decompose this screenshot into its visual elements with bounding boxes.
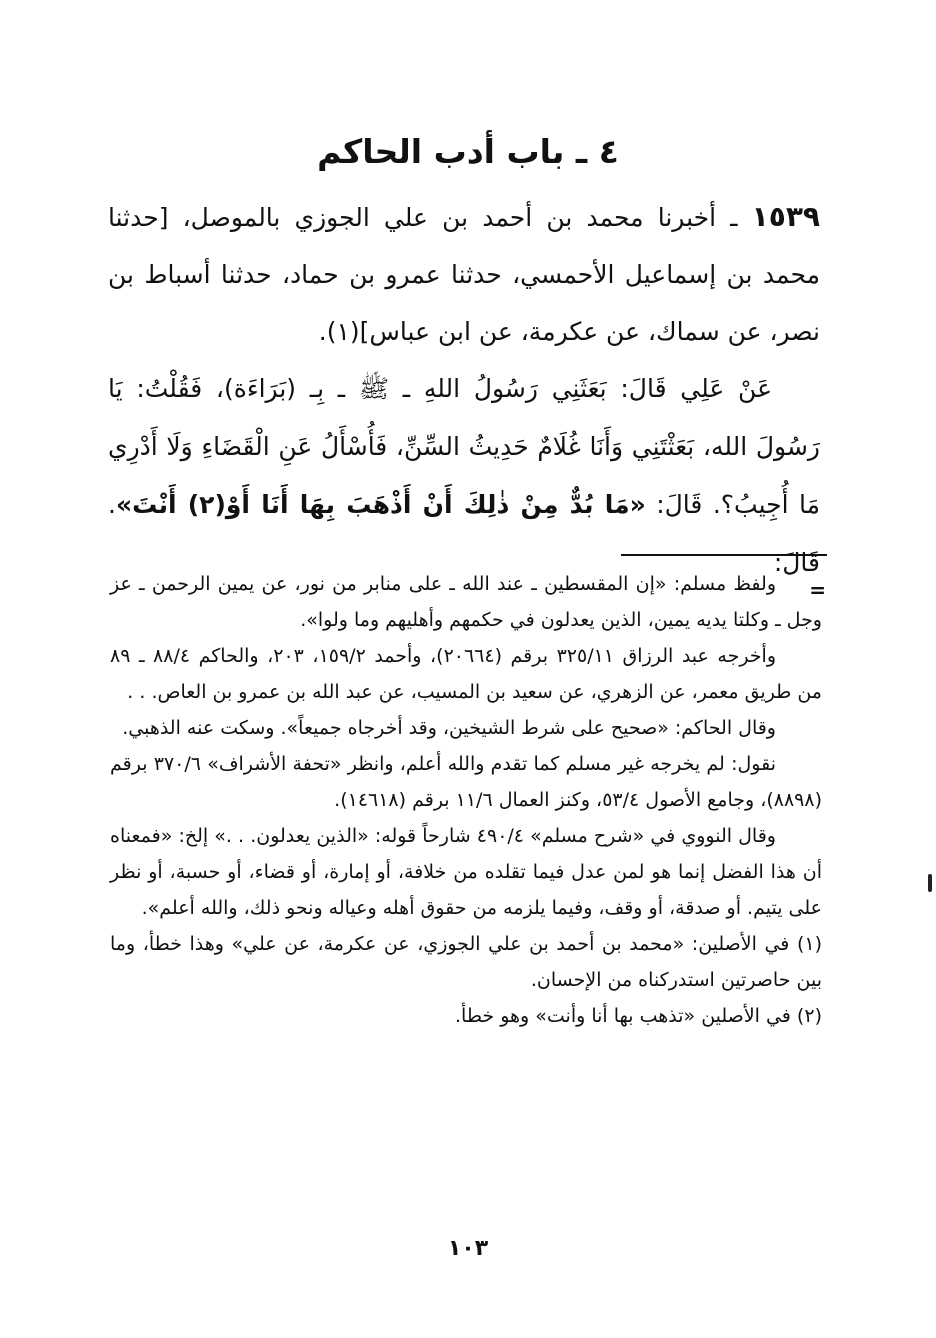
footnote-paragraph: نقول: لم يخرجه غير مسلم كما تقدم والله أعلم، وانظر «تحفة الأشراف» ٣٧٠/٦ برقم (٨٨٩٨)، وجامع الأصول ٥٣/٤، وكنز العمال ١١/٦ برقم (١٤٦١٨). <box>110 753 822 811</box>
hadith-matn <box>108 360 820 592</box>
prophet-quote: «مَا بُدٌّ مِنْ ذٰلِكَ أَنْ أَذْهَبَ بِهَا أَنَا أَوْ(٢) أَنْتَ» <box>115 490 646 519</box>
hadith-number: ١٥٣٩ <box>751 200 820 233</box>
footnote-paragraph: وقال النووي في «شرح مسلم» ٤٩٠/٤ شارحاً قوله: «الذين يعدلون. . .» إلخ: «فمعناه أن هذا الفضل إنما هو لمن عدل فيما تقلده من خلافة، أو إمارة، أو قضاء، أو حسبة، أو نظر على يتيم. أو صدقة، أو وقف، وفيما يلزمه من حقوق أهله وعياله ونحو ذلك، والله أعلم». <box>110 825 822 919</box>
page-number: ١٠٣ <box>447 1236 489 1261</box>
matn-text-end: . قَالَ: <box>108 490 820 577</box>
footnote-separator <box>621 554 827 556</box>
continuation-mark: = <box>809 578 826 602</box>
isnad-text: ـ أخبرنا محمد بن أحمد بن علي الجوزي بالموصل، [حدثنا محمد بن إسماعيل الأحمسي، حدثنا عمرو بن حماد، حدثنا أسباط بن نصر، عن سماك، عن عكرمة، عن ابن عباس](١). <box>108 203 820 346</box>
footnote-note-2: (٢) في الأصلين «تذهب بها أنا وأنت» وهو خطأ. <box>455 1005 822 1027</box>
footnote-note-1: (١) في الأصلين: «محمد بن أحمد بن علي الجوزي، عن عكرمة، عن علي» وهذا خطأ، وما بين حاصرتين استدركناه من الإحسان. <box>110 933 822 991</box>
footnotes-section <box>110 566 826 1034</box>
chapter-title: ٤ ـ باب أدب الحاكم <box>317 132 619 171</box>
matn-text: عَنْ عَلِي قَالَ: بَعَثَنِي رَسُولُ اللهِ ـ ﷺ ـ بِـ (بَرَاءَة)، فَقُلْتُ: يَا رَسُولَ الله، بَعَثْتَنِي وَأَنَا غُلَامٌ حَدِيثُ السِّنِّ، فَأُسْأَلُ عَنِ الْقَضَاءِ وَلَا أَدْرِي مَا أُجِيبُ؟. قَالَ: <box>108 374 820 519</box>
footnote-paragraph: وأخرجه عبد الرزاق ٣٢٥/١١ برقم (٢٠٦٦٤)، وأحمد ١٥٩/٢، ٢٠٣، والحاكم ٨٨/٤ ـ ٨٩ من طريق معمر، عن الزهري، عن سعيد بن المسيب، عن عبد الله بن عمرو بن العاص. . . <box>110 645 822 703</box>
footnote-paragraph: وقال الحاكم: «صحيح على شرط الشيخين، وقد أخرجاه جميعاً». وسكت عنه الذهبي. <box>122 717 776 739</box>
scan-edge-mark <box>928 874 932 892</box>
hadith-isnad <box>108 188 820 360</box>
footnote-paragraph: ولفظ مسلم: «إن المقسطين ـ عند الله ـ على منابر من نور، عن يمين الرحمن ـ عز وجل ـ وكلتا يديه يمين، الذين يعدلون في حكمهم وأهليهم وما ولوا». <box>110 573 822 631</box>
